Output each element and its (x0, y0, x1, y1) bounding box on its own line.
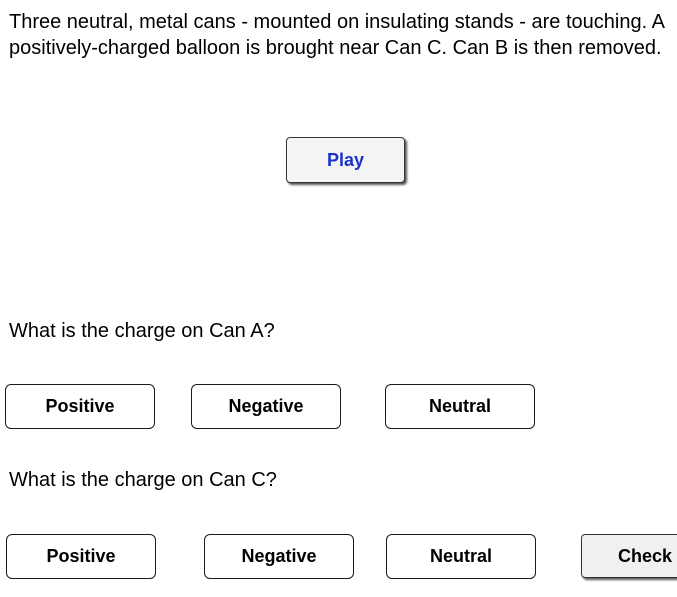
can-a-negative-button[interactable]: Negative (191, 384, 341, 429)
can-a-positive-button[interactable]: Positive (5, 384, 155, 429)
can-c-positive-button[interactable]: Positive (6, 534, 156, 579)
question-can-a: What is the charge on Can A? (9, 320, 275, 342)
problem-statement: Three neutral, metal cans - mounted on insulating stands - are touching. A positively-charged balloon is brought near Can C. Can B is then removed. (9, 11, 664, 59)
can-c-negative-button[interactable]: Negative (204, 534, 354, 579)
check-button[interactable]: Check (581, 534, 677, 578)
can-c-neutral-button[interactable]: Neutral (386, 534, 536, 579)
can-a-neutral-button[interactable]: Neutral (385, 384, 535, 429)
question-can-c: What is the charge on Can C? (9, 469, 277, 491)
play-button[interactable]: Play (286, 137, 405, 183)
